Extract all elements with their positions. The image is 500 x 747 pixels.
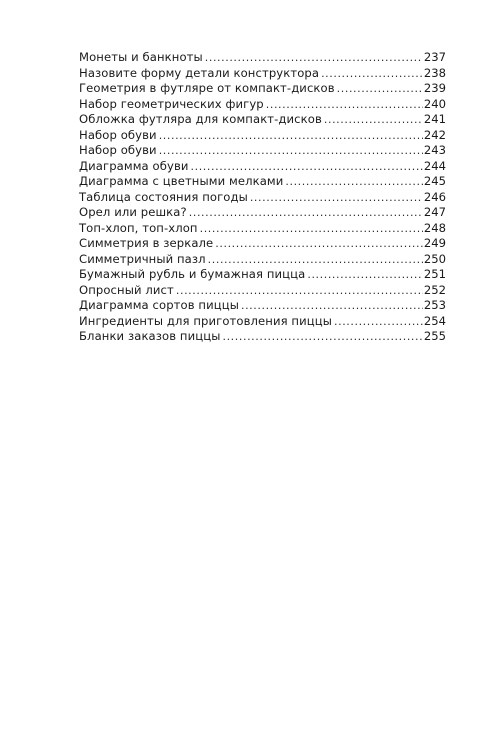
toc-entry [79,112,446,128]
toc-entry-title: Опросный лист [79,282,174,297]
toc-page-number: 239 [423,81,446,95]
toc-entry [79,329,446,345]
toc-entry-title: Симметрия в зеркале [79,236,214,250]
toc-entry-title: Набор обуви [79,143,157,157]
toc-entry-title: Топ-хлоп, топ-хлоп [79,220,198,235]
toc-dot-leader [191,159,423,175]
toc-entry-title: Симметричный пазл [79,251,206,266]
toc-entry [79,128,446,144]
toc-entry-title: Монеты и банкноты [79,50,203,64]
toc-page-number: 243 [423,143,446,157]
toc-entry [79,159,446,175]
toc-page-number: 246 [423,189,446,204]
toc-page-number: 238 [423,65,446,80]
toc-dot-leader [176,283,423,299]
toc-dot-leader [334,314,423,330]
toc-dot-leader [200,221,423,237]
toc-entry [79,221,446,237]
toc-dot-leader [266,97,423,113]
toc-entry [79,143,446,159]
toc-entry [79,81,446,97]
toc-page-number: 249 [423,236,446,250]
toc-entry [79,190,446,206]
toc-entry-title: Таблица состояния погоды [79,189,248,204]
toc-entry [79,97,446,113]
toc-page-number: 242 [423,127,446,142]
toc-page-number: 254 [423,313,446,328]
toc-dot-leader [159,143,423,159]
toc-page-number: 237 [423,50,446,64]
toc-dot-leader [241,298,423,314]
toc-dot-leader [159,128,423,144]
table-of-contents [79,50,446,345]
toc-page-number: 247 [423,205,446,219]
toc-page-number: 240 [423,96,446,111]
toc-page-number: 244 [423,158,446,173]
toc-entry-title: Набор геометрических фигур [79,96,264,111]
toc-entry [79,205,446,221]
toc-page-number: 248 [423,220,446,235]
toc-dot-leader [208,252,423,268]
toc-entry-title: Обложка футляра для компакт-дисков [79,112,322,126]
toc-page-number: 241 [423,112,446,126]
toc-dot-leader [324,112,423,128]
toc-entry [79,283,446,299]
toc-dot-leader [250,190,423,206]
toc-entry-title: Набор обуви [79,127,157,142]
toc-entry [79,314,446,330]
toc-entry [79,252,446,268]
toc-entry-title: Геометрия в футляре от компакт-дисков [79,81,335,95]
toc-entry-title: Орел или решка? [79,205,187,219]
toc-dot-leader [285,174,422,190]
toc-entry-title: Назовите форму детали конструктора [79,65,320,80]
toc-entry-title: Диаграмма обуви [79,158,189,173]
toc-entry [79,267,446,283]
toc-page-number: 255 [423,329,446,343]
toc-entry-title: Диаграмма сортов пиццы [79,298,239,312]
toc-dot-leader [205,50,423,66]
toc-page-number: 245 [423,174,446,188]
toc-page-number: 252 [423,282,446,297]
toc-entry-title: Ингредиенты для приготовления пиццы [79,313,332,328]
toc-dot-leader [321,66,423,82]
toc-entry [79,66,446,82]
toc-entry [79,174,446,190]
toc-page-number: 251 [423,267,446,281]
toc-dot-leader [307,267,423,283]
toc-dot-leader [189,205,423,221]
toc-entry [79,298,446,314]
toc-dot-leader [215,236,423,252]
toc-entry-title: Диаграмма с цветными мелками [79,174,284,188]
toc-entry [79,50,446,66]
toc-entry-title: Бумажный рубль и бумажная пицца [79,267,306,281]
toc-page-number: 253 [423,298,446,312]
toc-dot-leader [337,81,423,97]
toc-entry [79,236,446,252]
toc-entry-title: Бланки заказов пиццы [79,329,221,343]
toc-dot-leader [222,329,422,345]
toc-page-number: 250 [423,251,446,266]
